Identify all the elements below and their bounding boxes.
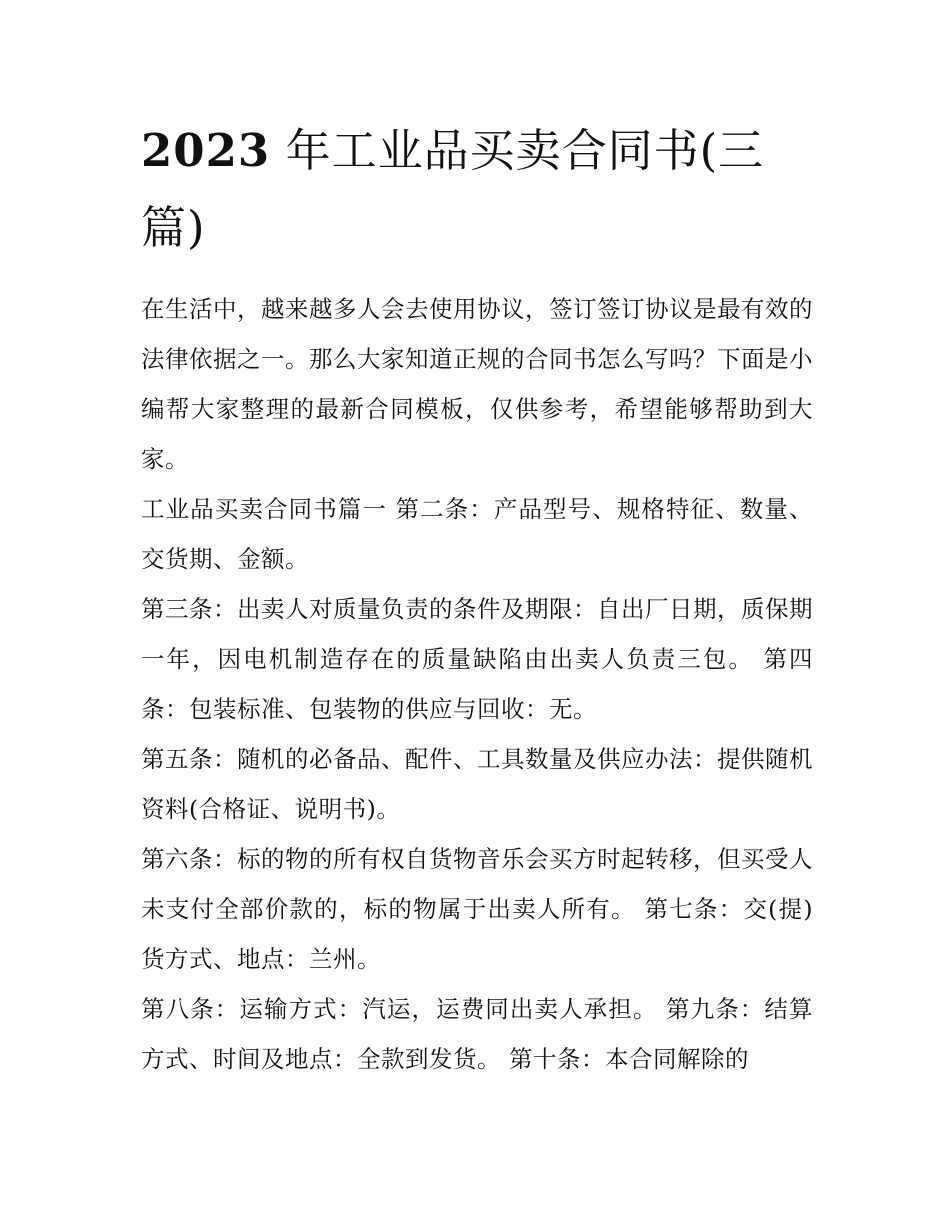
paragraph-article-3-4: 第三条：出卖人对质量负责的条件及期限：自出厂日期，质保期一年，因电机制造存在的质量缺陷由出卖人负责三包。 第四条：包装标准、包装物的供应与回收：无。: [141, 595, 813, 723]
paragraph-article-8-10: 第八条：运输方式：汽运，运费同出卖人承担。 第九条：结算方式、时间及地点：全款到发货。 第十条：本合同解除的: [141, 995, 813, 1073]
paragraph-article-2: 工业品买卖合同书篇一 第二条：产品型号、规格特征、数量、交货期、金额。: [141, 495, 813, 573]
paragraph-article-5: 第五条：随机的必备品、配件、工具数量及供应办法：提供随机资料(合格证、说明书)。: [141, 745, 813, 823]
title-text: 年工业品买卖合同书(三篇): [141, 124, 765, 254]
title-year: 2023: [141, 124, 271, 177]
paragraph-article-6-7: 第六条：标的物的所有权自货物音乐会买方时起转移，但买受人未支付全部价款的，标的物属于出卖人所有。 第七条：交(提)货方式、地点：兰州。: [141, 845, 813, 973]
paragraph-intro: 在生活中，越来越多人会去使用协议，签订签订协议是最有效的法律依据之一。那么大家知道正规的合同书怎么写吗？下面是小编帮大家整理的最新合同模板，仅供参考，希望能够帮助到大家。: [141, 295, 813, 473]
document-title: [141, 112, 813, 266]
document-body: [141, 112, 813, 1084]
